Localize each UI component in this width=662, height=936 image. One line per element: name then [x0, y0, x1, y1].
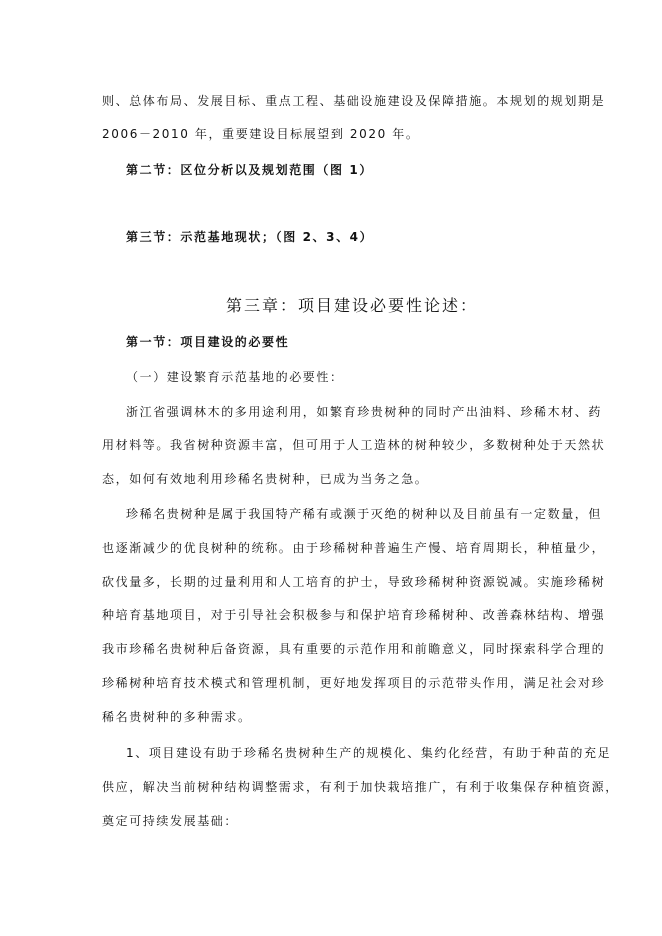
intro-line-2: 2006－2010 年，重要建设目标展望到 2020 年。: [102, 127, 420, 141]
paragraph-3-line-1: 1、项目建设有助于珍稀名贵树种生产的规模化、集约化经营，有助于种苗的充足: [126, 746, 612, 760]
paragraph-3-line-3: 奠定可持续发展基础：: [102, 814, 239, 828]
chapter-3-title: 第三章：项目建设必要性论述：: [226, 296, 479, 315]
paragraph-2-line-7: 稀名贵树种的多种需求。: [102, 710, 252, 724]
paragraph-2-line-2: 也逐渐减少的优良树种的统称。由于珍稀树种普遍生产慢、培育周期长，种植量少，: [102, 541, 606, 555]
subsection-1-heading: （一）建设繁育示范基地的必要性：: [126, 370, 344, 384]
chapter-3-section-1-heading: 第一节：项目建设的必要性: [126, 335, 290, 349]
paragraph-2-line-6: 珍稀树种培育技术模式和管理机制，更好地发挥项目的示范带头作用，满足社会对珍: [102, 676, 606, 690]
paragraph-1-line-1: 浙江省强调林木的多用途利用，如繁育珍贵树种的同时产出油料、珍稀木材、药: [126, 405, 603, 419]
paragraph-2-line-1: 珍稀名贵树种是属于我国特产稀有或濒于灭绝的树种以及目前虽有一定数量，但: [126, 507, 603, 521]
paragraph-2-line-4: 种培育基地项目，对于引导社会积极参与和保护培育珍稀树种、改善森林结构、增强: [102, 608, 606, 622]
paragraph-1-line-3: 态，如何有效地利用珍稀名贵树种，已成为当务之急。: [102, 472, 429, 486]
section-3-heading: 第三节：示范基地现状；（图 2、3、4）: [126, 230, 374, 244]
paragraph-2-line-5: 我市珍稀名贵树种后备资源，具有重要的示范作用和前瞻意义，同时探索科学合理的: [102, 642, 606, 656]
paragraph-1-line-2: 用材料等。我省树种资源丰富，但可用于人工造林的树种较少，多数树种处于天然状: [102, 438, 606, 452]
intro-line-1: 则、总体布局、发展目标、重点工程、基础设施建设及保障措施。本规划的规划期是: [102, 94, 606, 108]
paragraph-2-line-3: 砍伐量多，长期的过量利用和人工培育的护士，导致珍稀树种资源锐减。实施珍稀树: [102, 575, 606, 589]
paragraph-3-line-2: 供应，解决当前树种结构调整需求，有利于加快栽培推广，有利于收集保存种植资源，: [102, 780, 619, 794]
section-2-heading: 第二节：区位分析以及规划范围（图 1）: [126, 163, 373, 177]
